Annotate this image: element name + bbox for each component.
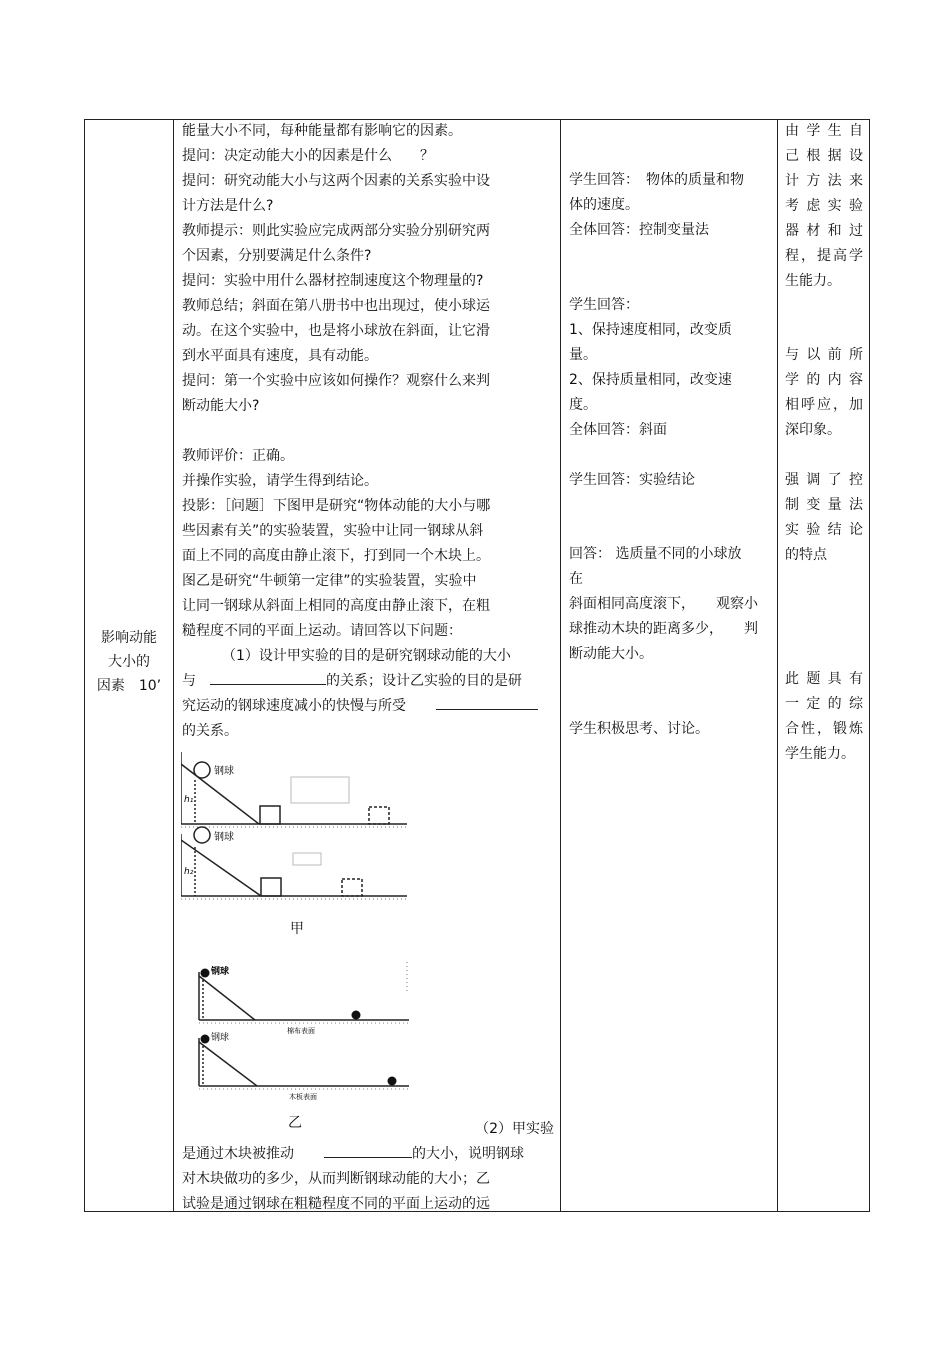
intent-line: 一定的综 (785, 696, 863, 712)
ball-label: 钢球 (214, 832, 234, 843)
steel-ball-stopped (388, 1077, 397, 1086)
teacher-line: 图乙是研究“牛顿第一定律”的实验装置，实验中 (182, 573, 477, 589)
teacher-line: 并操作实验，请学生得到结论。 (182, 473, 378, 489)
teacher-line: 投影：［问题］下图甲是研究“物体动能的大小与哪 (182, 498, 491, 514)
teacher-activity (182, 119, 554, 744)
intent-line: 计方法来 (785, 173, 863, 189)
teacher-line: 断动能大小? (182, 398, 260, 414)
column-divider (560, 120, 561, 1211)
incline-slope (199, 976, 255, 1020)
student-answer (569, 542, 779, 667)
intent-line: 考虑实验 (785, 198, 863, 214)
steel-ball-stopped (352, 1011, 361, 1020)
ball-label: 钢球 (211, 967, 230, 977)
steel-ball (194, 827, 210, 843)
teacher-line: 动。在这个实验中，也是将小球放在斜面，让它滑 (182, 323, 490, 339)
question-2 (182, 1117, 554, 1217)
teacher-line: 让同一钢球从斜面上相同的高度由静止滚下，在粗 (182, 598, 490, 614)
teacher-line: 教师总结；斜面在第八册书中也出现过，使小球运 (182, 298, 490, 314)
student-line: 断动能大小。 (569, 646, 653, 662)
question-1-text: 究运动的钢球速度减小的快慢与所受 (182, 698, 406, 714)
answer-blank[interactable] (324, 1143, 412, 1158)
question-1-text: 与 (182, 673, 196, 689)
wood-block (260, 806, 280, 824)
surface-label: 棉布表面 (287, 1027, 315, 1035)
question-1-line: （1）设计甲实验的目的是研究钢球动能的大小 (222, 648, 511, 664)
design-intent (785, 667, 863, 767)
student-line: 学生回答： 物体的质量和物 (569, 172, 744, 188)
teacher-line: 教师提示：则此实验应完成两部分实验分别研究两 (182, 223, 490, 239)
student-answer (569, 717, 779, 742)
teacher-line: 教师评价：正确。 (182, 448, 294, 464)
steel-ball (194, 762, 210, 778)
student-line: 学生回答：实验结论 (569, 472, 695, 488)
intent-line: 合性，锻炼 (785, 721, 863, 737)
question-1-text: 的关系；设计乙实验的目的是研 (326, 673, 522, 689)
intent-line: 器材和过 (785, 223, 863, 239)
student-answer (569, 218, 779, 243)
steel-ball (201, 969, 210, 978)
intent-line: 己根据设 (785, 148, 863, 164)
figure-yi-caption: 乙 (288, 1115, 302, 1131)
intent-line: 由学生自 (785, 123, 863, 139)
teacher-line: 些因素有关”的实验装置，实验中让同一钢球从斜 (182, 523, 484, 539)
intent-line: 强调了控 (785, 472, 863, 488)
teacher-line: 个因素，分别要满足什么条件? (182, 248, 372, 264)
question-1-line (182, 669, 554, 694)
question-2-line: 试验是通过钢球在粗糙程度不同的平面上运动的远 (182, 1196, 490, 1212)
design-intent (785, 119, 863, 294)
intent-line: 生能力。 (785, 273, 841, 289)
intent-line: 深印象。 (785, 422, 841, 438)
surface-label: 木板表面 (289, 1093, 317, 1101)
question-2-line (182, 1142, 554, 1167)
student-line: 量。 (569, 347, 597, 363)
steel-ball (201, 1035, 210, 1044)
ball-label: 钢球 (214, 766, 234, 777)
ball-label: 钢球 (211, 1033, 230, 1043)
intent-line: 与以前所 (785, 347, 863, 363)
question-2-line: 对木块做功的多少，从而判断钢球动能的大小；乙 (182, 1171, 490, 1187)
teacher-line: 面上不同的高度由静止滚下，打到同一个木块上。 (182, 548, 490, 564)
label-box (291, 777, 349, 803)
student-line: 度。 (569, 397, 597, 413)
height-label: h₂ (184, 867, 194, 877)
teacher-line: 提问：决定动能大小的因素是什么 ？ (182, 148, 434, 164)
teacher-line: 提问：实验中用什么器材控制速度这个物理量的? (182, 273, 484, 289)
intent-line: 实验结论 (785, 522, 863, 538)
wood-block-moved (342, 879, 362, 896)
lesson-table (84, 119, 870, 1212)
student-line: 回答： 选质量不同的小球放 (569, 546, 742, 562)
student-line: 斜面相同高度滚下， 观察小 (569, 596, 758, 612)
design-intent (785, 468, 863, 568)
answer-blank[interactable] (436, 695, 538, 710)
answer-blank[interactable] (210, 670, 326, 685)
figure-jia-diagram (181, 752, 411, 904)
teacher-line: 计方法是什么? (182, 198, 274, 214)
figure-yi-diagram (197, 962, 413, 1114)
wood-block-moved (369, 807, 389, 824)
student-line: 体的速度。 (569, 197, 639, 213)
intent-line: 此题具有 (785, 671, 863, 687)
question-1-line (182, 694, 554, 719)
student-line: 全体回答：控制变量法 (569, 222, 709, 238)
row-label-line: 影响动能 (101, 630, 157, 646)
teacher-line: 能量大小不同，每种能量都有影响它的因素。 (182, 123, 462, 139)
teacher-line: 到水平面具有速度，具有动能。 (182, 348, 378, 364)
student-line: 球推动木块的距离多少， 判 (569, 621, 758, 637)
intent-line: 学的内容 (785, 372, 863, 388)
intent-line: 程，提高学 (785, 248, 863, 264)
question-1-line: 的关系。 (182, 723, 238, 739)
intent-line: 的特点 (785, 547, 827, 563)
student-line: 学生积极思考、讨论。 (569, 721, 709, 737)
student-answer (569, 168, 779, 218)
question-2-text: 是通过木块被推动 (182, 1146, 294, 1162)
teacher-line (182, 419, 554, 444)
height-label: h₁ (184, 795, 194, 805)
figure-jia-caption: 甲 (290, 921, 304, 937)
student-answer (569, 468, 779, 493)
row-label-line: 大小的 (108, 654, 150, 670)
intent-line: 制变量法 (785, 497, 863, 513)
column-divider (173, 120, 174, 1211)
student-line: 1、保持速度相同，改变质 (569, 322, 732, 338)
incline-slope (199, 1042, 257, 1086)
row-label (85, 626, 173, 698)
question-2-line: （2）甲实验 (475, 1121, 554, 1137)
student-line: 在 (569, 571, 583, 587)
question-2-text: 的大小，说明钢球 (412, 1146, 524, 1162)
student-answer (569, 293, 779, 443)
student-line: 全体回答：斜面 (569, 422, 667, 438)
student-line: 学生回答： (569, 297, 639, 313)
wood-block (261, 878, 281, 896)
intent-line: 相呼应，加 (785, 397, 863, 413)
design-intent (785, 343, 863, 443)
teacher-line: 提问：研究动能大小与这两个因素的关系实验中设 (182, 173, 490, 189)
row-label-line: 因素 10’ (96, 678, 162, 694)
teacher-line: 提问：第一个实验中应该如何操作？观察什么来判 (182, 373, 490, 389)
student-line: 2、保持质量相同，改变速 (569, 372, 732, 388)
intent-line: 学生能力。 (785, 746, 855, 762)
label-box (293, 853, 321, 865)
teacher-line: 糙程度不同的平面上运动。请回答以下问题： (182, 623, 462, 639)
